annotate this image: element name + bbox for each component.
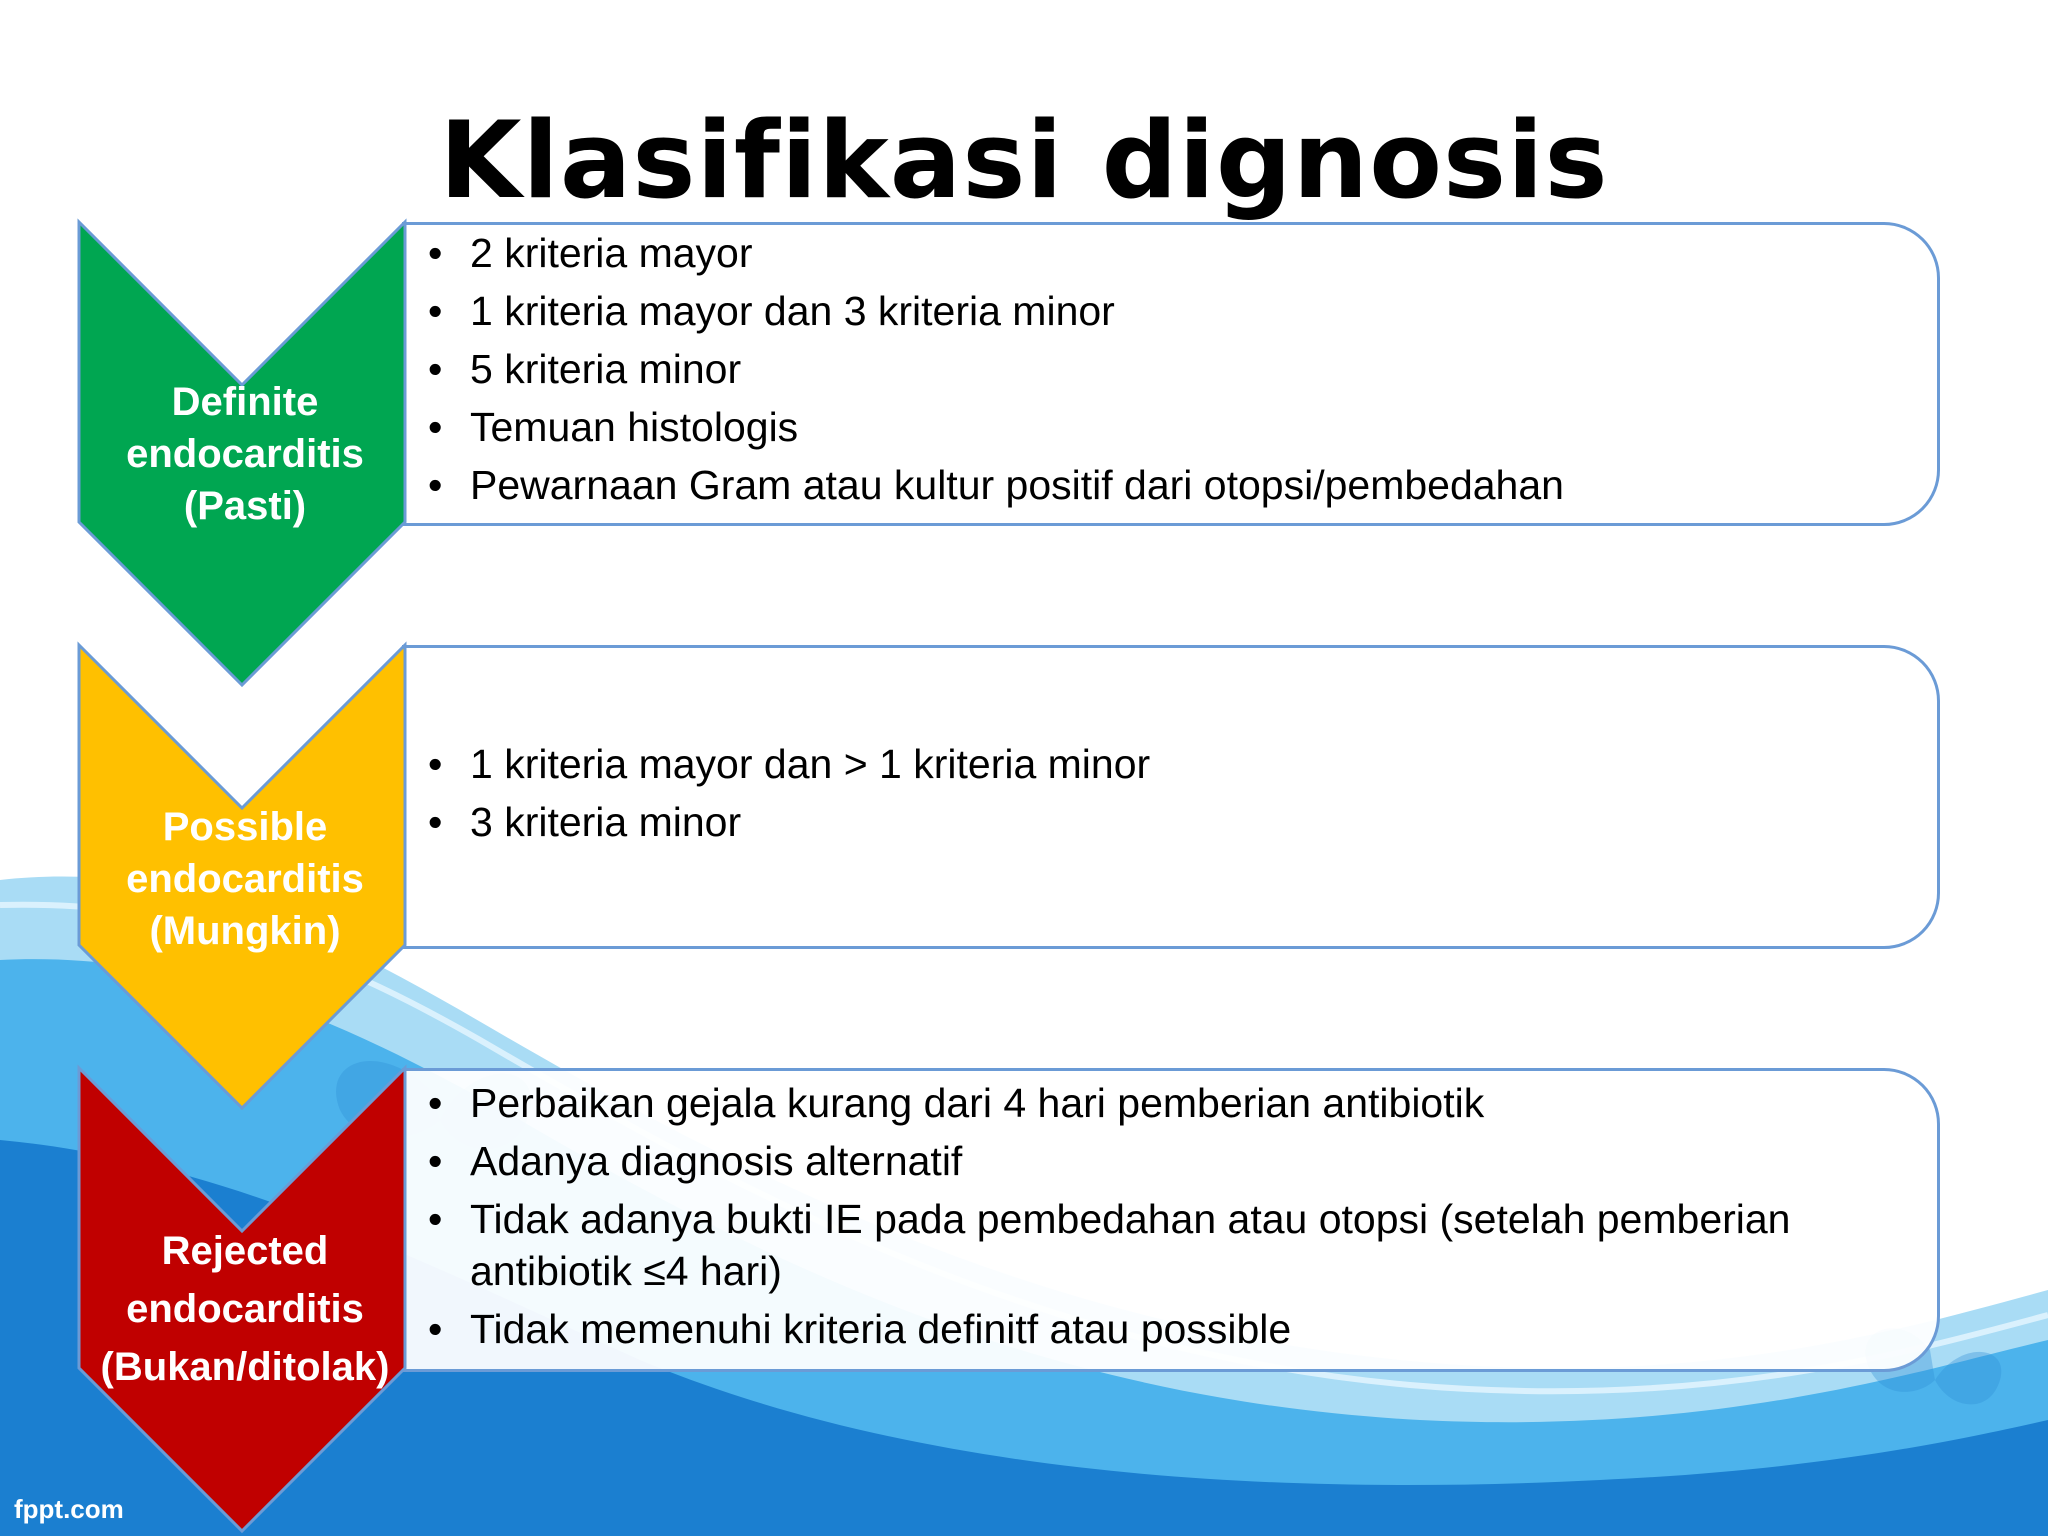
bullet-icon: • — [428, 1080, 443, 1126]
footer-logo: fppt.com — [14, 1494, 124, 1524]
bullet-icon: • — [428, 288, 443, 334]
criteria-text: Tidak adanya bukti IE pada pembedahan atau otopsi (setelah pemberian antibiotik ≤4 hari) — [470, 1196, 1791, 1294]
criteria-text: Tidak memenuhi kriteria definitf atau possible — [470, 1306, 1292, 1352]
page-title: Klasifikasi dignosis — [439, 99, 1609, 223]
criteria-text: Perbaikan gejala kurang dari 4 hari pemberian antibiotik — [470, 1080, 1485, 1126]
criteria-text: 2 kriteria mayor — [470, 230, 753, 276]
label-line: endocarditis — [126, 1287, 364, 1331]
criteria-list-rejected — [422, 1077, 1942, 1361]
label-possible-endocarditis — [80, 801, 410, 957]
list-item — [422, 735, 1150, 793]
label-line: (Bukan/ditolak) — [100, 1345, 390, 1389]
bullet-icon: • — [428, 741, 443, 787]
label-line: Definite — [171, 380, 319, 424]
label-rejected-endocarditis — [80, 1222, 410, 1396]
list-item — [422, 793, 1150, 851]
criteria-text: Adanya diagnosis alternatif — [470, 1138, 963, 1184]
bullet-icon: • — [428, 799, 443, 845]
bullet-icon: • — [428, 1196, 443, 1242]
criteria-text: 1 kriteria mayor dan > 1 kriteria minor — [470, 741, 1151, 787]
criteria-text: Pewarnaan Gram atau kultur positif dari otopsi/pembedahan — [470, 462, 1564, 508]
label-line: (Mungkin) — [149, 909, 341, 953]
list-item — [422, 1303, 1942, 1355]
list-item — [422, 224, 1564, 282]
bullet-icon: • — [428, 1306, 443, 1352]
list-item — [422, 456, 1564, 514]
list-item — [422, 1193, 1942, 1297]
label-line: Possible — [162, 805, 328, 849]
bullet-icon: • — [428, 462, 443, 508]
label-line: (Pasti) — [183, 484, 307, 528]
label-line: endocarditis — [126, 432, 364, 476]
criteria-list-possible — [422, 735, 1150, 851]
list-item — [422, 1077, 1942, 1129]
bullet-icon: • — [428, 1138, 443, 1184]
label-line: endocarditis — [126, 857, 364, 901]
list-item — [422, 1135, 1942, 1187]
list-item — [422, 340, 1564, 398]
bullet-icon: • — [428, 346, 443, 392]
criteria-list-definite — [422, 224, 1564, 514]
criteria-text: Temuan histologis — [470, 404, 799, 450]
bullet-icon: • — [428, 404, 443, 450]
criteria-text: 5 kriteria minor — [470, 346, 742, 392]
bullet-icon: • — [428, 230, 443, 276]
list-item — [422, 398, 1564, 456]
label-definite-endocarditis — [80, 376, 410, 532]
label-line: Rejected — [161, 1229, 329, 1273]
list-item — [422, 282, 1564, 340]
criteria-text: 3 kriteria minor — [470, 799, 742, 845]
criteria-text: 1 kriteria mayor dan 3 kriteria minor — [470, 288, 1115, 334]
